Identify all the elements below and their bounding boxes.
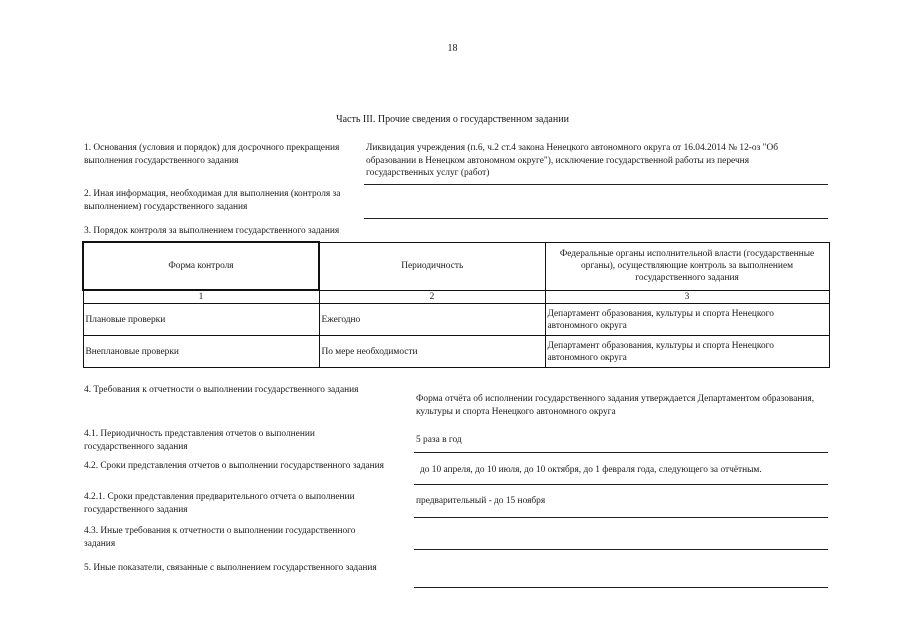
section4-3-label: 4.3. Иные требования к отчетности о выполнении государственного задания bbox=[84, 526, 356, 549]
control-form-cell: Внеплановые проверки bbox=[83, 336, 319, 368]
section3-label: 3. Порядок контроля за выполнением государственного задания bbox=[84, 226, 340, 236]
column-number: 3 bbox=[545, 290, 829, 304]
section4-1-underline bbox=[414, 452, 828, 453]
control-form-cell: Плановые проверки bbox=[83, 304, 319, 336]
header-authorities: Федеральные органы исполнительной власти (государственные органы), осуществляющие контроль за выполнением государственного задания bbox=[545, 242, 829, 290]
section4-2-1-label: 4.2.1. Сроки представления предварительного отчета о выполнении государственного задания bbox=[84, 492, 355, 515]
section1-value: Ликвидация учреждения (п.6, ч.2 ст.4 закона Ненецкого автономного округа от 16.04.2014 № 12-оз "Об образовании в Ненецком автономном округе"), исключение государственной работы из перечня государственных услуг (работ) bbox=[366, 143, 778, 178]
section4-3-underline bbox=[414, 549, 828, 550]
header-periodicity: Периодичность bbox=[319, 242, 545, 290]
section5-label: 5. Иные показатели, связанные с выполнением государственного задания bbox=[84, 563, 377, 573]
part-title: Часть III. Прочие сведения о государственном задании bbox=[336, 114, 569, 125]
section5-underline bbox=[414, 587, 828, 588]
section1-underline bbox=[364, 184, 828, 185]
table-header-row bbox=[83, 242, 829, 290]
section4-2-1-value: предварительный - до 15 ноября bbox=[416, 496, 546, 506]
control-table bbox=[82, 241, 830, 368]
authority-cell: Департамент образования, культуры и спорта Ненецкого автономного округа bbox=[545, 336, 829, 368]
section1-label: 1. Основания (условия и порядок) для досрочного прекращения выполнения государственного задания bbox=[84, 143, 340, 166]
section2-underline bbox=[364, 218, 828, 219]
page-number: 18 bbox=[447, 43, 458, 54]
section4-2-1-underline bbox=[414, 517, 828, 518]
section4-2-label: 4.2. Сроки представления отчетов о выполнении государственного задания bbox=[84, 461, 384, 471]
section4-1-label: 4.1. Периодичность представления отчетов о выполнении государственного задания bbox=[84, 429, 315, 452]
section4-2-value: до 10 апреля, до 10 июля, до 10 октября, до 1 февраля года, следующего за отчётным. bbox=[420, 465, 762, 475]
column-number: 2 bbox=[319, 290, 545, 304]
authority-cell: Департамент образования, культуры и спорта Ненецкого автономного округа bbox=[545, 304, 829, 336]
table-row bbox=[83, 336, 829, 368]
periodicity-cell: Ежегодно bbox=[319, 304, 545, 336]
table-row bbox=[83, 304, 829, 336]
section4-label: 4. Требования к отчетности о выполнении государственного задания bbox=[84, 385, 359, 395]
section4-value: Форма отчёта об исполнении государственного задания утверждается Департаментом образования, культуры и спорта Ненецкого автономного округа bbox=[416, 394, 815, 417]
section4-1-value: 5 раза в год bbox=[416, 435, 462, 445]
table-number-row bbox=[83, 290, 829, 304]
section4-2-underline bbox=[414, 484, 828, 485]
header-control-form: Форма контроля bbox=[83, 242, 319, 290]
column-number: 1 bbox=[83, 290, 319, 304]
periodicity-cell: По мере необходимости bbox=[319, 336, 545, 368]
section2-label: 2. Иная информация, необходимая для выполнения (контроля за выполнением) государственного задания bbox=[84, 189, 341, 212]
